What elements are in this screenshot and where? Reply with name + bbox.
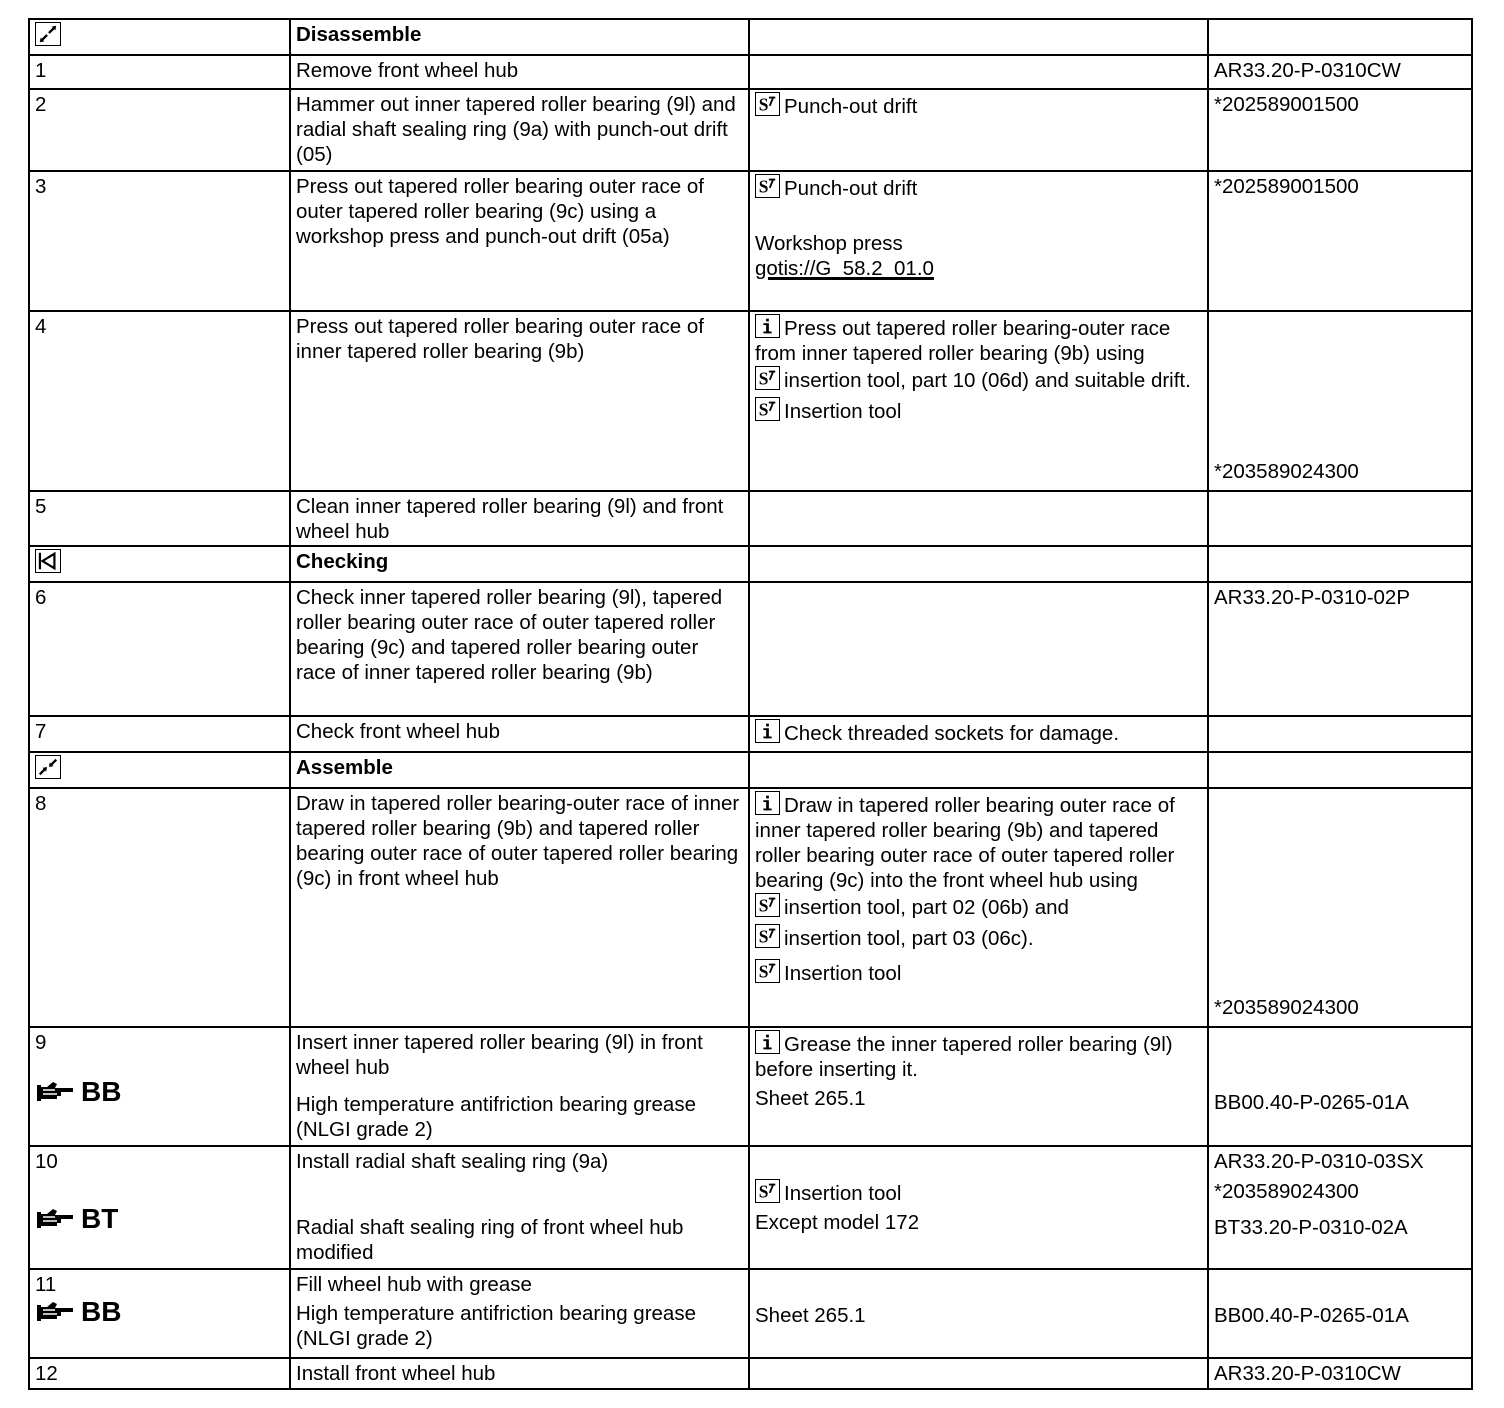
bulletin-badge: BT (81, 1203, 119, 1234)
table-row (29, 491, 1472, 546)
note-text: Press out tapered roller bearing-outer race from inner tapered roller bearing (9b) using (755, 317, 1171, 365)
step-reference[interactable]: AR33.20-P-0310-02P (1208, 582, 1472, 716)
step-text-cell (290, 1269, 749, 1358)
sub-reference[interactable]: BB00.40-P-0265-01A (1214, 1304, 1409, 1327)
svg-text:S: S (758, 926, 769, 947)
table-row (29, 1269, 1472, 1358)
step-text-cell (290, 1146, 749, 1269)
step-number-cell (29, 1027, 290, 1146)
special-tool-icon (755, 1179, 780, 1203)
sub-text: Radial shaft sealing ring of front wheel hub modified (296, 1216, 684, 1264)
step-text: Check front wheel hub (290, 716, 749, 752)
info-icon (755, 791, 780, 815)
tool-cell (749, 171, 1208, 311)
table-row (29, 582, 1472, 716)
svg-text:S: S (758, 895, 769, 916)
tool-number[interactable]: *203589024300 (1214, 1180, 1359, 1203)
note-text: Draw in tapered roller bearing outer race of inner tapered roller bearing (9b) and tapered roller bearing outer race of outer tapered roller bearing (9c) into the front wheel hub using (755, 794, 1175, 892)
bulletin-badge: BB (81, 1296, 122, 1327)
reference-cell (1208, 1146, 1472, 1269)
table-row (29, 1146, 1472, 1269)
step-text: Press out tapered roller bearing outer race of outer tapered roller bearing (9c) using a workshop press and punch-out drift (05a) (290, 171, 749, 311)
section-title: Checking (290, 546, 749, 582)
table-row (29, 171, 1472, 311)
note-text: Check threaded sockets for damage. (784, 722, 1120, 745)
step-text: Clean inner tapered roller bearing (9l) and front wheel hub (290, 491, 749, 546)
step-text-cell (290, 1027, 749, 1146)
special-tool-icon (755, 397, 780, 421)
info-cell (749, 1269, 1208, 1358)
info-icon (755, 314, 780, 338)
tool-number[interactable]: *202589001500 (1208, 89, 1472, 171)
table-row (29, 716, 1472, 752)
svg-text:S: S (758, 368, 769, 389)
note-cell (749, 311, 1208, 491)
tool-cell (749, 1146, 1208, 1269)
tool-name: Insertion tool (784, 1182, 902, 1205)
section-icon-cell (29, 19, 290, 55)
section-icon-cell (29, 546, 290, 582)
section-title: Assemble (290, 752, 749, 788)
step-number: 1 (29, 55, 290, 89)
step-number: 6 (29, 582, 290, 716)
section-row-assemble (29, 752, 1472, 788)
table-row (29, 1358, 1472, 1389)
sub-info: Sheet 265.1 (755, 1087, 866, 1110)
step-number: 2 (29, 89, 290, 171)
table-row (29, 788, 1472, 1027)
tool-number[interactable]: *202589001500 (1208, 171, 1472, 311)
tool-number-cell (1208, 311, 1472, 491)
section-title: Disassemble (290, 19, 749, 55)
step-text: Install radial shaft sealing ring (9a) (296, 1150, 609, 1173)
step-number: 10 (35, 1150, 58, 1173)
sub-info: Sheet 265.1 (755, 1304, 866, 1327)
step-text: Insert inner tapered roller bearing (9l) in front wheel hub (296, 1031, 703, 1079)
info-icon (755, 719, 780, 743)
tool-name: Punch-out drift (784, 95, 918, 118)
reference-cell (1208, 1027, 1472, 1146)
assemble-icon (35, 755, 61, 779)
step-reference[interactable]: AR33.20-P-0310CW (1208, 55, 1472, 89)
table-row (29, 1027, 1472, 1146)
note-text: Grease the inner tapered roller bearing (9l) before inserting it. (755, 1033, 1173, 1081)
gotis-link[interactable]: gotis://G_58.2_01.0 (755, 257, 934, 280)
pointing-hand-icon (35, 1206, 75, 1232)
svg-text:S: S (758, 399, 769, 420)
checking-icon (35, 549, 61, 573)
step-number: 11 (35, 1273, 57, 1296)
section-row-checking (29, 546, 1472, 582)
table-row (29, 55, 1472, 89)
tool-name: Insertion tool (784, 400, 902, 423)
step-text: Check inner tapered roller bearing (9l), tapered roller bearing outer race of outer tapered roller bearing (9c) and tapered roller bearing outer race of inner tapered roller bearing (9b) (290, 582, 749, 716)
tool-cell (749, 89, 1208, 171)
section-icon-cell (29, 752, 290, 788)
workshop-press-label: Workshop press (755, 232, 903, 255)
special-tool-icon (755, 959, 780, 983)
step-text: Fill wheel hub with grease (296, 1273, 532, 1296)
step-number: 5 (29, 491, 290, 546)
pointing-hand-icon (35, 1079, 75, 1105)
special-tool-icon (755, 893, 780, 917)
svg-text:S: S (758, 1181, 769, 1202)
step-number-cell (29, 1146, 290, 1269)
note-cell (749, 1027, 1208, 1146)
step-reference[interactable]: AR33.20-P-0310-03SX (1214, 1150, 1424, 1173)
procedure-table (28, 18, 1473, 1390)
tool-name: Punch-out drift (784, 177, 918, 200)
tool-number[interactable]: *203589024300 (1214, 460, 1359, 483)
step-number-cell (29, 1269, 290, 1358)
sub-text: High temperature antifriction bearing grease (NLGI grade 2) (296, 1093, 696, 1141)
svg-text:S: S (758, 94, 769, 115)
note-text: insertion tool, part 02 (06b) and (784, 896, 1069, 919)
step-number: 9 (35, 1031, 47, 1054)
special-tool-icon (755, 366, 780, 390)
svg-text:S: S (758, 961, 769, 982)
special-tool-icon (755, 174, 780, 198)
special-tool-icon (755, 924, 780, 948)
note-cell (749, 788, 1208, 1027)
table-row (29, 89, 1472, 171)
info-icon (755, 1030, 780, 1054)
step-text: Draw in tapered roller bearing-outer race of inner tapered roller bearing (9b) and tapered roller bearing outer race of outer tapered roller bearing (9c) in front wheel hub (290, 788, 749, 1027)
note-text: insertion tool, part 03 (06c). (784, 927, 1034, 950)
sub-info: Except model 172 (755, 1211, 920, 1234)
step-text: Hammer out inner tapered roller bearing (9l) and radial shaft sealing ring (9a) with punch-out drift (05) (290, 89, 749, 171)
section-row-disassemble (29, 19, 1472, 55)
step-reference[interactable]: AR33.20-P-0310CW (1208, 1358, 1472, 1389)
tool-number-cell (1208, 788, 1472, 1027)
step-text: Press out tapered roller bearing outer race of inner tapered roller bearing (9b) (290, 311, 749, 491)
special-tool-icon (755, 92, 780, 116)
reference-cell (1208, 1269, 1472, 1358)
note-text: insertion tool, part 10 (06d) and suitable drift. (784, 369, 1191, 392)
sub-reference[interactable]: BT33.20-P-0310-02A (1214, 1216, 1408, 1239)
disassemble-icon (35, 22, 61, 46)
bulletin-badge: BB (81, 1076, 122, 1107)
step-number: 4 (29, 311, 290, 491)
tool-name: Insertion tool (784, 962, 902, 985)
step-number: 12 (29, 1358, 290, 1389)
note-cell (749, 716, 1208, 752)
step-number: 7 (29, 716, 290, 752)
step-text: Remove front wheel hub (290, 55, 749, 89)
step-number: 8 (29, 788, 290, 1027)
step-text: Install front wheel hub (290, 1358, 749, 1389)
svg-text:S: S (758, 176, 769, 197)
pointing-hand-icon (35, 1299, 75, 1325)
tool-number[interactable]: *203589024300 (1214, 996, 1359, 1019)
step-number: 3 (29, 171, 290, 311)
sub-reference[interactable]: BB00.40-P-0265-01A (1214, 1091, 1409, 1114)
table-row (29, 311, 1472, 491)
sub-text: High temperature antifriction bearing grease (NLGI grade 2) (296, 1302, 696, 1350)
